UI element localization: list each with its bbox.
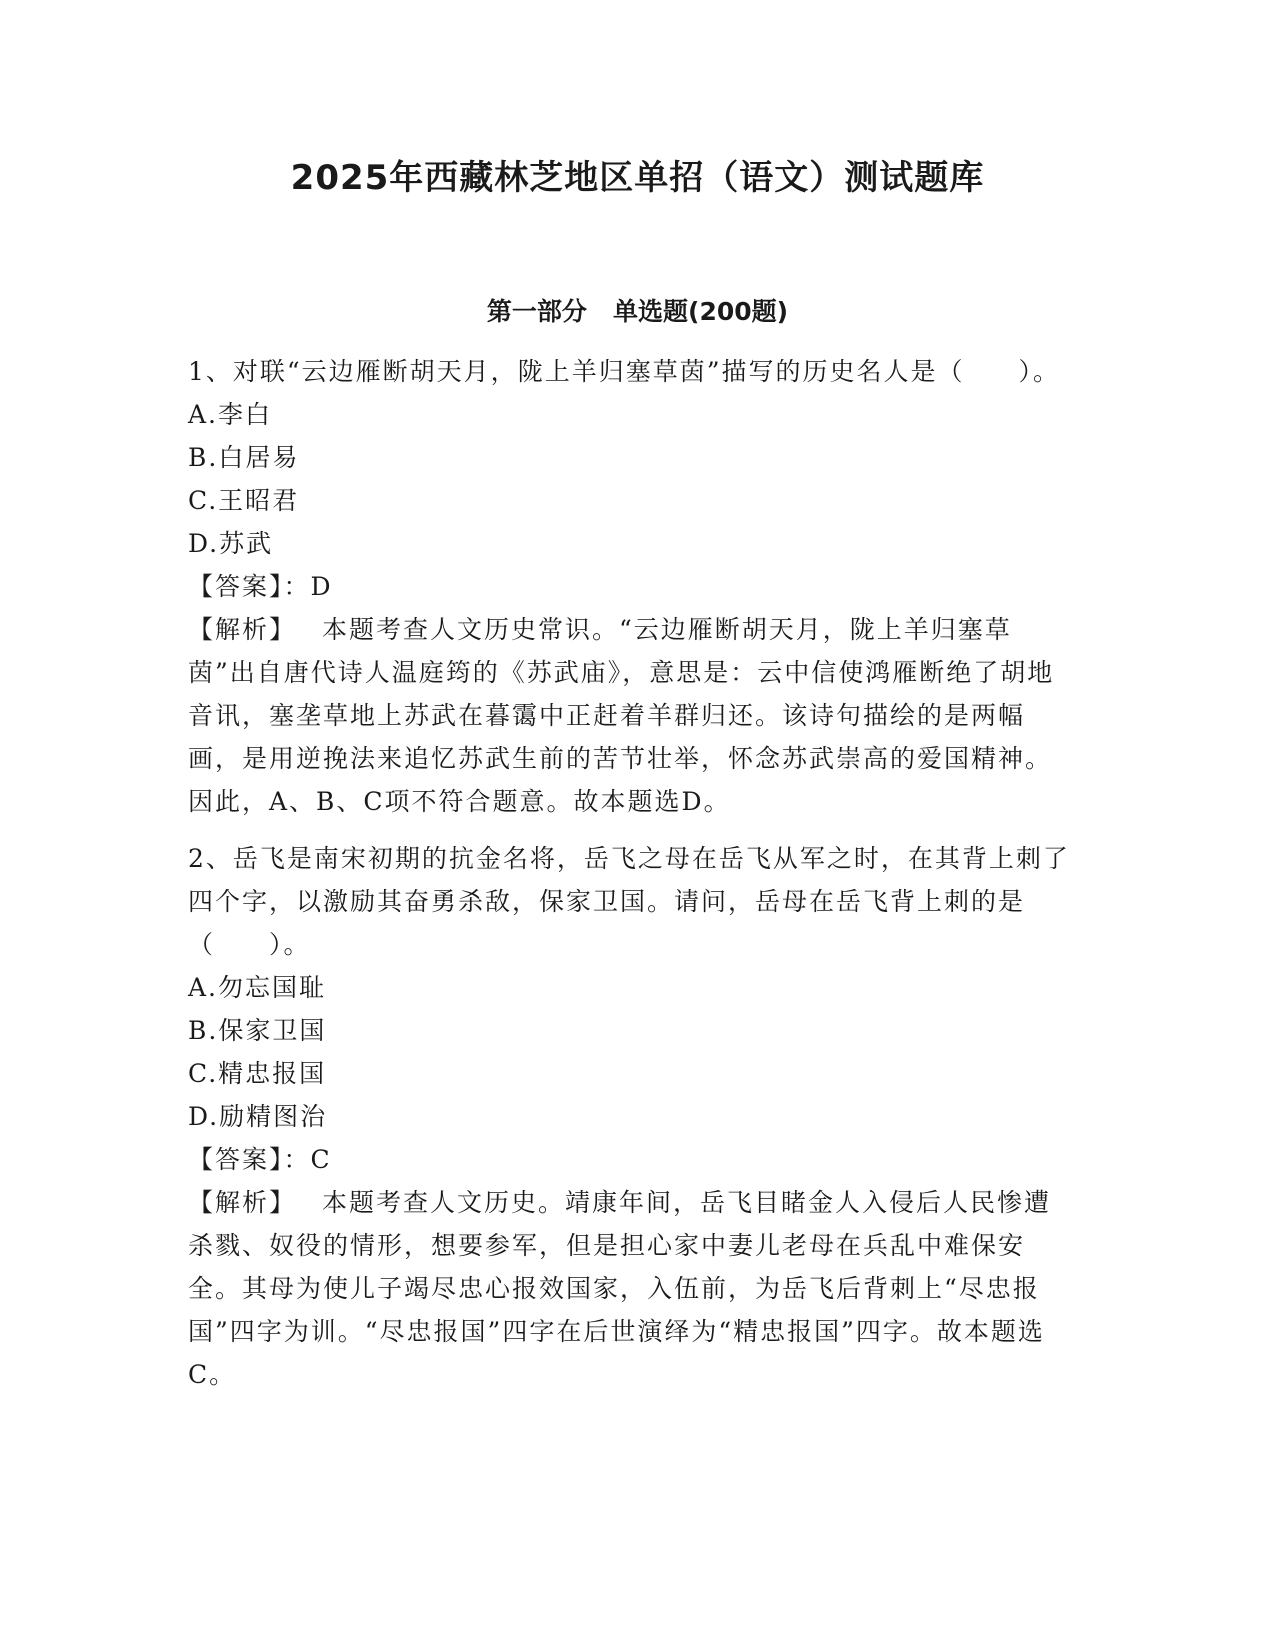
option-b: B.白居易	[188, 443, 300, 472]
section-title: 第一部分 单选题(200题)	[486, 297, 789, 326]
answer-label: 【答案】：	[188, 572, 311, 601]
option-a: A.勿忘国耻	[188, 973, 327, 1002]
question-1	[188, 350, 1078, 823]
answer-label: 【答案】：	[188, 1145, 311, 1174]
answer-value: C	[310, 1145, 332, 1174]
explanation-text: 本题考查人文历史常识。“云边雁断胡天月，陇上羊归塞草茵”出自唐代诗人温庭筠的《苏武庙》，意思是：云中信使鸿雁断绝了胡地音讯，塞垄草地上苏武在暮霭中正赶着羊群归还。该诗句描绘的是两幅画，是用逆挽法来追忆苏武生前的苦节壮举，怀念苏武崇高的爱国精神。因此，A、B、C项不符合题意。故本题选D。	[188, 615, 1055, 816]
explanation-label: 【解析】	[188, 615, 297, 644]
document-title: 2025年西藏林芝地区单招（语文）测试题库	[290, 158, 985, 198]
option-d: D.励精图治	[188, 1102, 328, 1131]
question-stem: 1、对联“云边雁断胡天月，陇上羊归塞草茵”描写的历史名人是（ ）。	[188, 357, 1060, 386]
option-c: C.王昭君	[188, 486, 300, 515]
answer-line	[188, 1138, 1078, 1181]
answer-value: D	[310, 572, 333, 601]
question-stem: 2、岳飞是南宋初期的抗金名将，岳飞之母在岳飞从军之时，在其背上刺了四个字，以激励其奋勇杀敌，保家卫国。请问，岳母在岳飞背上刺的是（ ）。	[188, 844, 1070, 959]
option-a: A.李白	[188, 400, 273, 429]
explanation	[188, 608, 1078, 823]
explanation-text: 本题考查人文历史。靖康年间，岳飞目睹金人入侵后人民惨遭杀戮、奴役的情形，想要参军，但是担心家中妻儿老母在兵乱中难保安全。其母为使儿子竭尽忠心报效国家，入伍前，为岳飞后背刺上“尽忠报国”四字为训。“尽忠报国”四字在后世演绎为“精忠报国”四字。故本题选C。	[188, 1188, 1052, 1389]
option-b: B.保家卫国	[188, 1016, 327, 1045]
question-2	[188, 837, 1078, 1396]
explanation	[188, 1181, 1078, 1396]
option-c: C.精忠报国	[188, 1059, 327, 1088]
answer-line	[188, 565, 1078, 608]
explanation-label: 【解析】	[188, 1188, 297, 1217]
question-list	[188, 350, 1078, 1410]
option-d: D.苏武	[188, 529, 274, 558]
